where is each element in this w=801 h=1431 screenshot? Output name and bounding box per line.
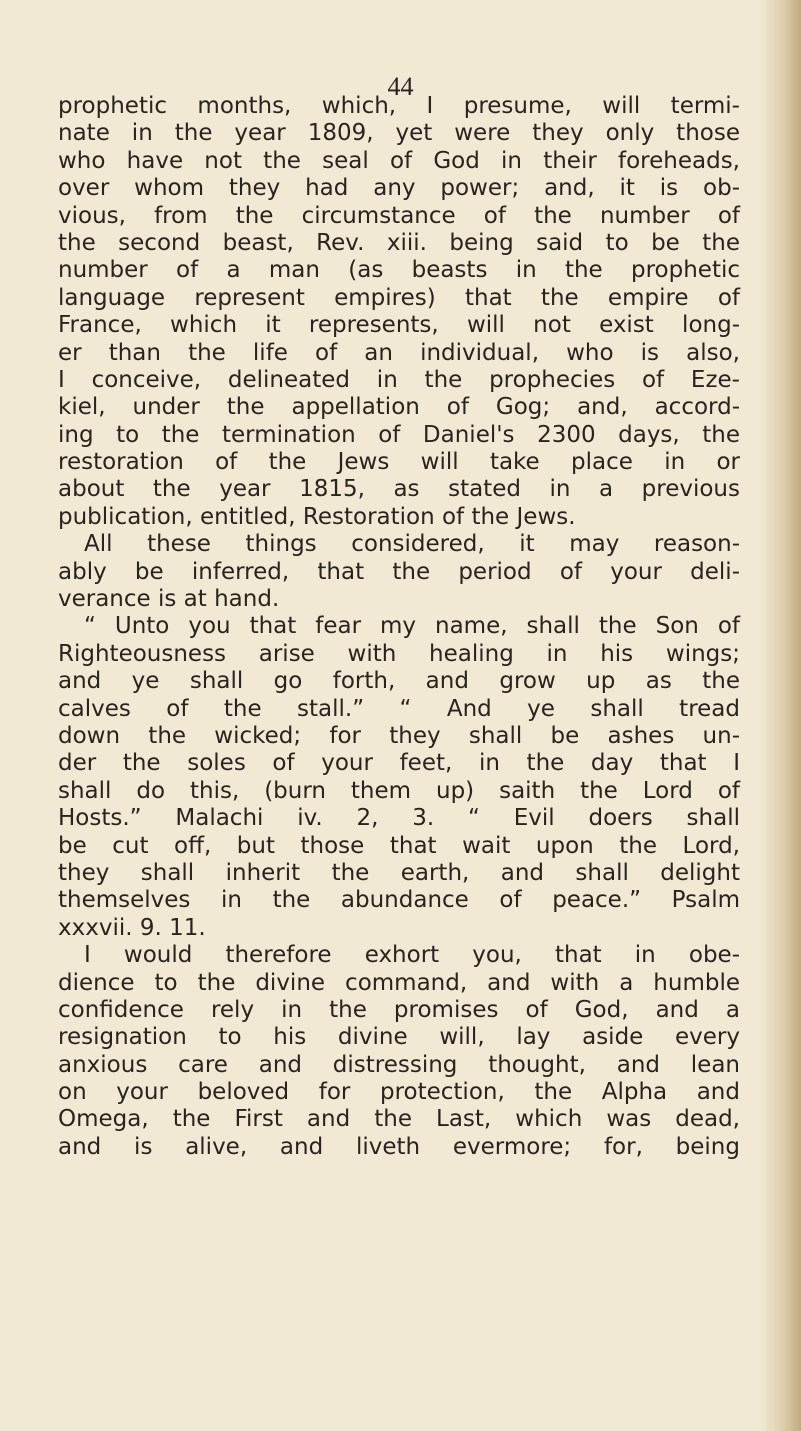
text-line: about the year 1815, as stated in a previous xyxy=(58,476,740,503)
text-line: nate in the year 1809, yet were they only those xyxy=(58,120,740,147)
text-line: dience to the divine command, and with a humble xyxy=(58,969,740,996)
text-line: Omega, the First and the Last, which was dead, xyxy=(58,1106,740,1133)
text-line: xxxvii. 9. 11. xyxy=(58,914,206,941)
text-line: restoration of the Jews will take place in or xyxy=(58,449,740,476)
text-line: on your beloved for protection, the Alpha and xyxy=(58,1079,740,1106)
text-line: Hosts.” Malachi iv. 2, 3. “ Evil doers shall xyxy=(58,805,740,832)
text-line: and ye shall go forth, and grow up as the xyxy=(58,668,740,695)
text-line: kiel, under the appellation of Gog; and, accord- xyxy=(58,394,740,421)
text-line: der the soles of your feet, in the day that I xyxy=(58,750,740,777)
text-line: the second beast, Rev. xiii. being said to be the xyxy=(58,229,740,256)
text-line: who have not the seal of God in their foreheads, xyxy=(58,147,740,174)
text-line: Righteousness arise with healing in his wings; xyxy=(58,640,740,667)
text-line: verance is at hand. xyxy=(58,586,280,613)
text-line: I would therefore exhort you, that in obe- xyxy=(84,942,740,969)
text-line: prophetic months, which, I presume, will termi- xyxy=(58,93,740,119)
text-line: resignation to his divine will, lay aside every xyxy=(58,1024,740,1051)
text-line: ably be inferred, that the period of your deli- xyxy=(58,558,740,585)
body-text xyxy=(58,93,740,1161)
text-line: All these things considered, it may reason- xyxy=(84,531,740,558)
text-line: number of a man (as beasts in the prophetic xyxy=(58,257,740,284)
text-line: themselves in the abundance of peace.” Psalm xyxy=(58,887,740,914)
page-number: 44 xyxy=(387,72,414,101)
text-line: vious, from the circumstance of the number of xyxy=(58,202,740,229)
text-line: anxious care and distressing thought, and lean xyxy=(58,1051,740,1078)
text-line: they shall inherit the earth, and shall delight xyxy=(58,859,740,886)
text-line: confidence rely in the promises of God, and a xyxy=(58,996,740,1023)
text-line: “ Unto you that fear my name, shall the Son of xyxy=(84,613,740,640)
text-line: down the wicked; for they shall be ashes un- xyxy=(58,722,740,749)
text-line: over whom they had any power; and, it is ob- xyxy=(58,175,740,202)
text-line: shall do this, (burn them up) saith the Lord of xyxy=(58,777,740,804)
text-line: ing to the termination of Daniel's 2300 days, the xyxy=(58,421,740,448)
text-line: publication, entitled, Restoration of the Jews. xyxy=(58,503,576,530)
text-line: calves of the stall.” “ And ye shall tread xyxy=(58,695,740,722)
text-line: language represent empires) that the empire of xyxy=(58,284,740,311)
text-line: France, which it represents, will not exist long- xyxy=(58,312,740,339)
text-line: I conceive, delineated in the prophecies of Eze- xyxy=(58,366,740,393)
text-line: be cut off, but those that wait upon the Lord, xyxy=(58,832,740,859)
text-line: er than the life of an individual, who is also, xyxy=(58,339,740,366)
text-line: and is alive, and liveth evermore; for, being xyxy=(58,1133,740,1160)
